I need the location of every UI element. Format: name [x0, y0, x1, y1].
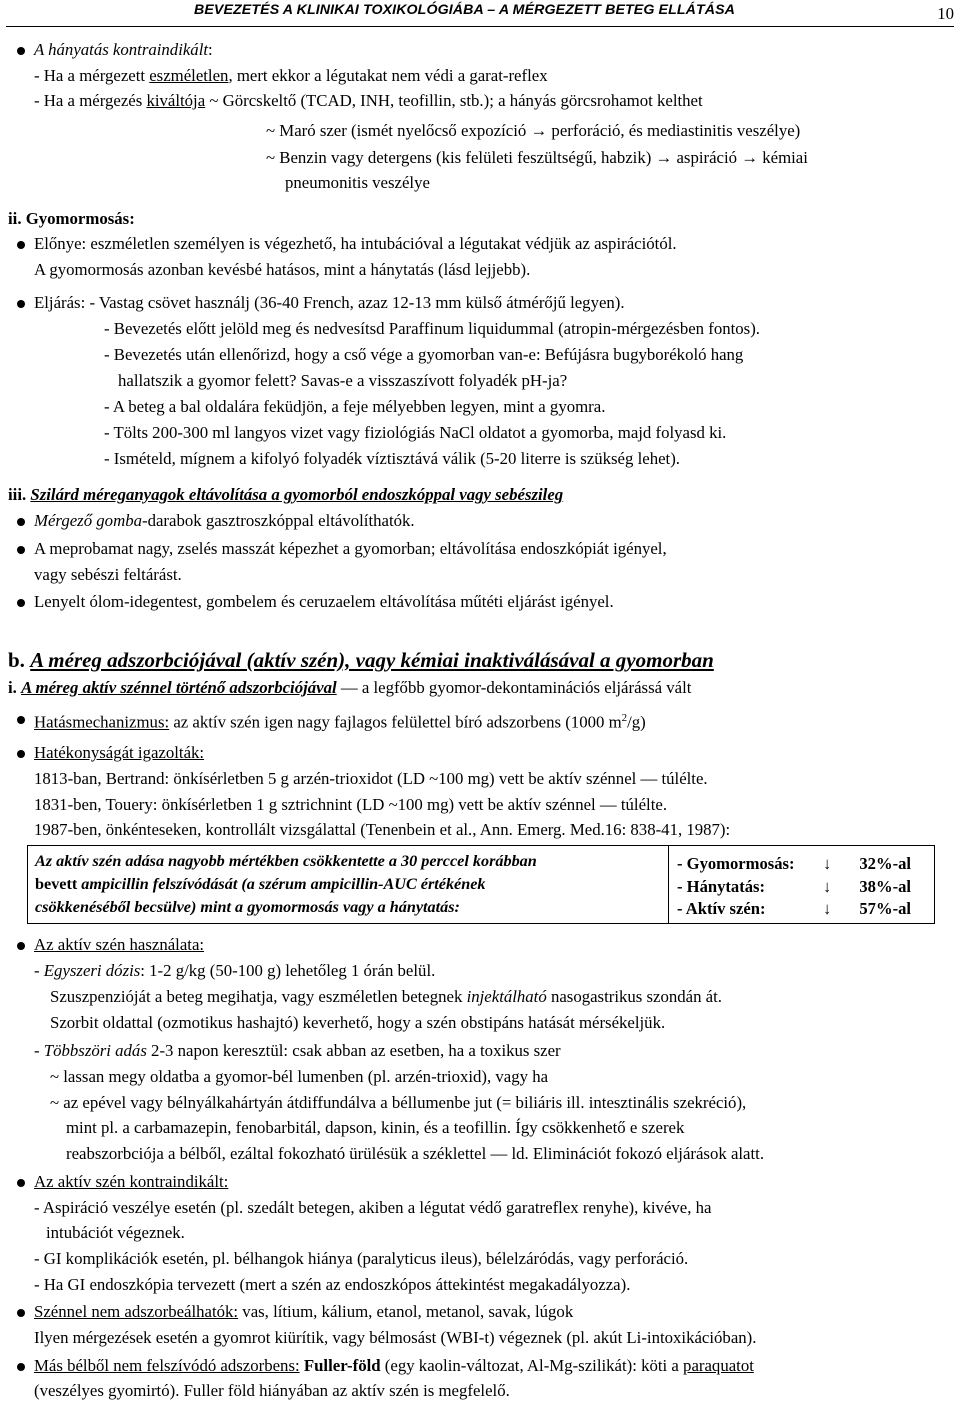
bullet — [17, 1363, 25, 1371]
usage-line-1: - Egyszeri dózis: 1-2 g/kg (50-100 g) lehetőleg 1 órán belül. — [34, 961, 436, 980]
other-adsorbent-line-1: Más bélből nem felszívódó adszorbens: Fuller-föld (egy kaolin-változat, Al-Mg-szilikát): köti a paraquatot — [34, 1356, 754, 1375]
section-b-heading: b. A méreg adszorbciójával (aktív szén), vagy kémiai inaktiválásával a gyomorban — [8, 648, 714, 672]
study-line-2: bevett ampicillin felszívódását (a szérum ampicillin-AUC értékének — [35, 875, 486, 893]
charcoal-efficacy-label: Hatékonyságát igazolták: — [34, 743, 205, 762]
vomiting-contra-line-2: - Ha a mérgezés kiváltója ~ Görcskeltő (TCAD, INH, teofillin, stb.); a hányás görcsrohamot kelthet — [34, 91, 703, 110]
contra-line-4: - Ha GI endoszkópia tervezett (mert a szén az endoszkópos áttekintést megakadályozza). — [34, 1275, 631, 1294]
bullet — [17, 1179, 25, 1187]
bullet — [17, 599, 25, 607]
usage-line-2: Szuszpenzióját a beteg megihatja, vagy eszméletlen betegnek injektálható nasogastrikus szondán át. — [50, 987, 722, 1006]
charcoal-efficacy-1: 1813-ban, Bertrand: önkísérletben 5 g arzén-trioxidot (LD ~100 mg) vett be aktív szénnel — túlélte. — [34, 769, 708, 788]
charcoal-efficacy-3: 1987-ben, önkénteseken, kontrollált vizsgálattal (Tenenbein et al., Ann. Emerg. Med.16: 838-41, 1987): — [34, 820, 731, 839]
charcoal-heading: i. A méreg aktív szénnel történő adszorbciójával — a legfőbb gyomor-dekontaminációs eljárássá vált — [8, 678, 692, 697]
page-number: 10 — [937, 4, 954, 23]
result-row-lavage: - Gyomormosás: ↓ 32%-al — [677, 854, 911, 873]
result-row-emesis: - Hánytatás: ↓ 38%-al — [677, 877, 911, 896]
down-arrow-icon: ↓ — [823, 877, 832, 896]
vomiting-contra-line-4: ~ Benzin vagy detergens (kis felületi feszültségű, habzik) → aspiráció → kémiai — [266, 148, 808, 167]
arrow-icon: → — [655, 148, 673, 167]
vomiting-contra-line-3: ~ Maró szer (ismét nyelőcső expozíció → perforáció, és mediastinitis veszélye) — [266, 121, 801, 140]
lavage-heading: ii. Gyomormosás: — [8, 209, 135, 228]
usage-line-8: reabszorbciója a bélből, ezáltal fokozható ürülésük a széklettel — ld. Eliminációt fokozó eljárások alatt. — [66, 1144, 765, 1163]
page-header — [0, 2, 960, 24]
lavage-procedure-7: - Ismételd, mígnem a kifolyó folyadék víztisztává válik (5-20 literre is szükség lehet). — [104, 449, 680, 468]
other-adsorbent-line-2: (veszélyes gyomirtó). Fuller föld hiányában az aktív szén is megfelelő. — [34, 1381, 510, 1400]
usage-label: Az aktív szén használata: — [34, 935, 205, 954]
lavage-procedure-5: - A beteg a bal oldalára feküdjön, a feje mélyebben legyen, mint a gyomra. — [104, 397, 606, 416]
study-box-results — [669, 845, 935, 924]
lavage-procedure-2: - Bevezetés előtt jelöld meg és nedvesítsd Paraffinum liquidummal (atropin-mérgezésben fontos). — [104, 319, 761, 338]
usage-line-5: ~ lassan megy oldatba a gyomor-bél lumenben (pl. arzén-trioxid), vagy ha — [50, 1067, 549, 1086]
solid-bullet-3: Lenyelt ólom-idegentest, gombelem és ceruzaelem eltávolítása műtéti eljárást igényel. — [34, 592, 614, 611]
bullet — [17, 546, 25, 554]
header-rule — [6, 26, 954, 27]
charcoal-efficacy-2: 1831-ben, Touery: önkísérletben 1 g sztrichnint (LD ~100 mg) vett be aktív szénnel — túlélte. — [34, 795, 668, 814]
usage-line-4: - Többszöri adás 2-3 napon keresztül: csak abban az esetben, ha a toxikus szer — [34, 1041, 561, 1060]
contra-line-2: intubációt végeznek. — [46, 1223, 185, 1242]
bullet — [17, 1309, 25, 1317]
usage-line-3: Szorbit oldattal (ozmotikus hashajtó) keverhető, hogy a szén obstipáns hatását mérsékeljük. — [50, 1013, 666, 1032]
vomiting-contra-line-1: - Ha a mérgezett eszméletlen, mert ekkor a légutakat nem védi a garat-reflex — [34, 66, 548, 85]
lavage-procedure-3: - Bevezetés után ellenőrizd, hogy a cső vége a gyomorban van-e: Befújásra bugyborékoló hang — [104, 345, 744, 364]
solid-bullet-2a: A meprobamat nagy, zselés masszát képezhet a gyomorban; eltávolítása endoszkópiát igényel, — [34, 539, 667, 558]
contra-label: Az aktív szén kontraindikált: — [34, 1172, 229, 1191]
bullet — [17, 518, 25, 526]
bullet — [17, 942, 25, 950]
contra-line-1: - Aspiráció veszélye esetén (pl. szedált betegen, akiben a légutat védő garatreflex renyhe), kivéve, ha — [34, 1198, 712, 1217]
vomiting-contra-line-5: pneumonitis veszélye — [285, 173, 430, 192]
lavage-advantage-2: A gyomormosás azonban kevésbé hatásos, mint a hánytatás (lásd lejjebb). — [34, 260, 531, 279]
bullet — [17, 750, 25, 758]
study-line-1: Az aktív szén adása nagyobb mértékben csökkentette a 30 perccel korábban — [35, 852, 537, 870]
arrow-icon: → — [741, 148, 759, 167]
arrow-icon: → — [530, 121, 548, 140]
contra-line-3: - GI komplikációk esetén, pl. bélhangok hiánya (paralyticus ileus), bélelzáródás, vagy perforáció. — [34, 1249, 689, 1268]
non-adsorbed-line-2: Ilyen mérgezések esetén a gyomrot kiürítik, vagy bélmosást (WBI-t) végeznek (pl. akút Li-intoxikációban). — [34, 1328, 757, 1347]
bullet — [17, 241, 25, 249]
study-box-text — [27, 845, 669, 924]
charcoal-mechanism: Hatásmechanizmus: az aktív szén igen nagy fajlagos felülettel bíró adszorbens (1000 $m^2/g$) — [34, 712, 646, 732]
lavage-procedure-4: hallatszik a gyomor felett? Savas-e a visszaszívott folyadék pH-ja? — [118, 371, 568, 390]
lavage-procedure-1: Eljárás: - Vastag csövet használj (36-40 French, azaz 12-13 mm külső átmérőjű legyen). — [34, 293, 625, 312]
bullet — [17, 716, 25, 724]
vomiting-contra-title: A hányatás kontraindikált: — [34, 40, 213, 59]
non-adsorbed-line-1: Szénnel nem adszorbeálhatók: vas, lítium, kálium, etanol, metanol, savak, lúgok — [34, 1302, 574, 1321]
header-title: BEVEZETÉS A KLINIKAI TOXIKOLÓGIÁBA – A MÉRGEZETT BETEG ELLÁTÁSA — [194, 2, 735, 18]
down-arrow-icon: ↓ — [823, 854, 832, 873]
bullet — [17, 300, 25, 308]
solid-heading: iii. Szilárd méreganyagok eltávolítása a gyomorból endoszkóppal vagy sebészileg — [8, 485, 564, 504]
solid-bullet-1: Mérgező gomba-darabok gasztroszkóppal eltávolíthatók. — [34, 511, 415, 530]
lavage-procedure-6: - Tölts 200-300 ml langyos vizet vagy fiziológiás NaCl oldatot a gyomorba, majd folyasd ki. — [104, 423, 727, 442]
bullet — [17, 47, 25, 55]
solid-bullet-2b: vagy sebészi feltárást. — [34, 565, 182, 584]
result-row-charcoal: - Aktív szén: ↓ 57%-al — [677, 899, 911, 918]
lavage-advantage-1: Előnye: eszméletlen személyen is végezhető, ha intubációval a légutakat védjük az aspirációtól. — [34, 234, 677, 253]
down-arrow-icon: ↓ — [823, 899, 832, 918]
usage-line-7: mint pl. a carbamazepin, fenobarbitál, dapson, kinin, és a teofillin. Így csökkenhető e szerek — [66, 1118, 685, 1137]
usage-line-6: ~ az epével vagy bélnyálkahártyán átdiffundálva a béllumenbe jut (= biliáris ill. intesztinális szekréció), — [50, 1093, 747, 1112]
study-line-3: csökkenéséből becsülve) mint a gyomormosás vagy a hánytatás: — [35, 898, 460, 916]
